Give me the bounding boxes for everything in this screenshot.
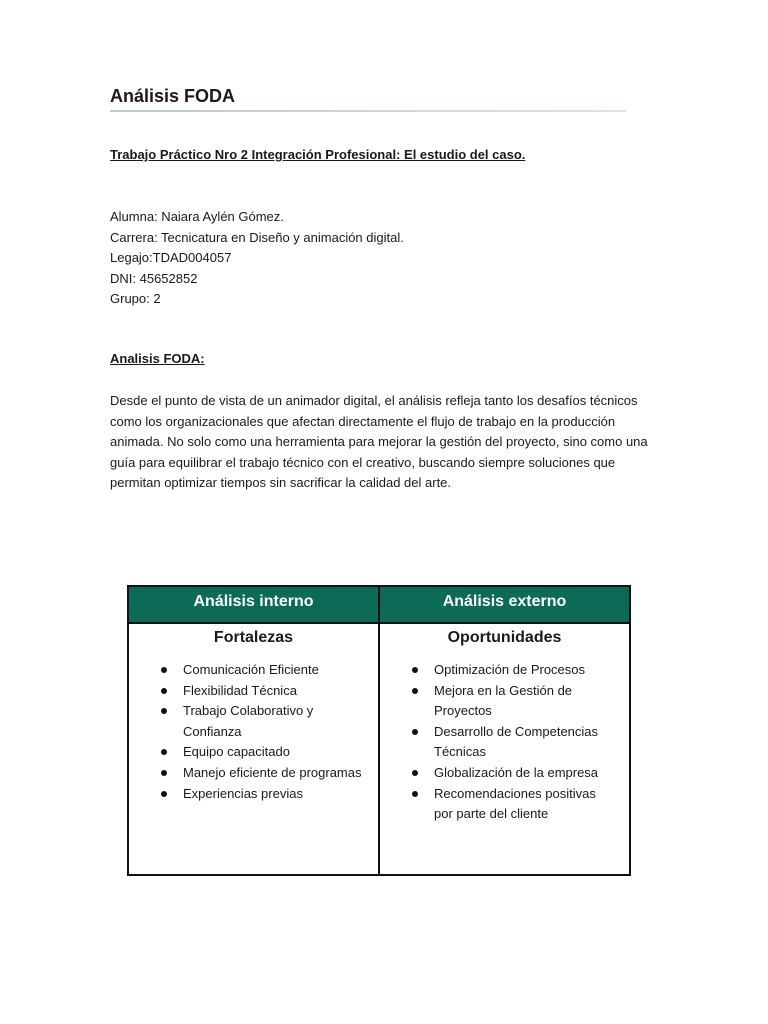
list-item: Experiencias previas (159, 784, 378, 805)
info-line-career: Carrera: Tecnicatura en Diseño y animación digital. (110, 229, 404, 245)
list-item: Desarrollo de Competencias Técnicas (410, 722, 629, 763)
list-item: Globalización de la empresa (410, 763, 629, 784)
list-item: Equipo capacitado (159, 742, 378, 763)
header-external-analysis: Análisis externo (378, 587, 629, 622)
strengths-title: Fortalezas (213, 629, 294, 646)
info-line-dni: DNI: 45652852 (110, 270, 198, 286)
student-info (110, 207, 404, 310)
opportunities-list (380, 660, 629, 825)
foda-table (127, 585, 631, 876)
list-item: Flexibilidad Técnica (159, 681, 378, 702)
intro-paragraph: Desde el punto de vista de un animador digital, el análisis refleja tanto los desafíos técnicos como los organizacionales que afectan directamente el flujo de trabajo en la producción animada. No solo como una herramienta para mejorar la gestión del proyecto, sino como una guía para equilibrar el trabajo técnico con el creativo, buscando siempre soluciones que permitan optimizar tiempos sin sacrificar la calidad del arte. (110, 393, 648, 491)
list-item: Comunicación Eficiente (159, 660, 378, 681)
document-subtitle: Trabajo Práctico Nro 2 Integración Profesional: El estudio del caso. (110, 147, 526, 162)
list-item: Manejo eficiente de programas (159, 763, 378, 784)
foda-table-header (129, 587, 629, 624)
foda-table-body (129, 624, 629, 874)
list-item: Optimización de Procesos (410, 660, 629, 681)
info-line-file-number: Legajo:TDAD004057 (110, 250, 232, 266)
info-line-group: Grupo: 2 (110, 291, 161, 307)
section-heading: Analisis FODA: (110, 351, 205, 366)
list-item: Trabajo Colaborativo y Confianza (159, 701, 378, 742)
info-line-student: Alumna: Naiara Aylén Gómez. (110, 209, 284, 224)
header-internal-analysis: Análisis interno (193, 593, 314, 610)
strengths-column (129, 624, 378, 874)
opportunities-title: Oportunidades (447, 629, 562, 646)
document-title: Análisis FODA (110, 86, 236, 106)
title-underline-rule (110, 110, 626, 112)
list-item: Recomendaciones positivas por parte del cliente (410, 784, 629, 825)
list-item: Mejora en la Gestión de Proyectos (410, 681, 629, 722)
opportunities-column (378, 624, 629, 874)
strengths-list (129, 660, 378, 804)
